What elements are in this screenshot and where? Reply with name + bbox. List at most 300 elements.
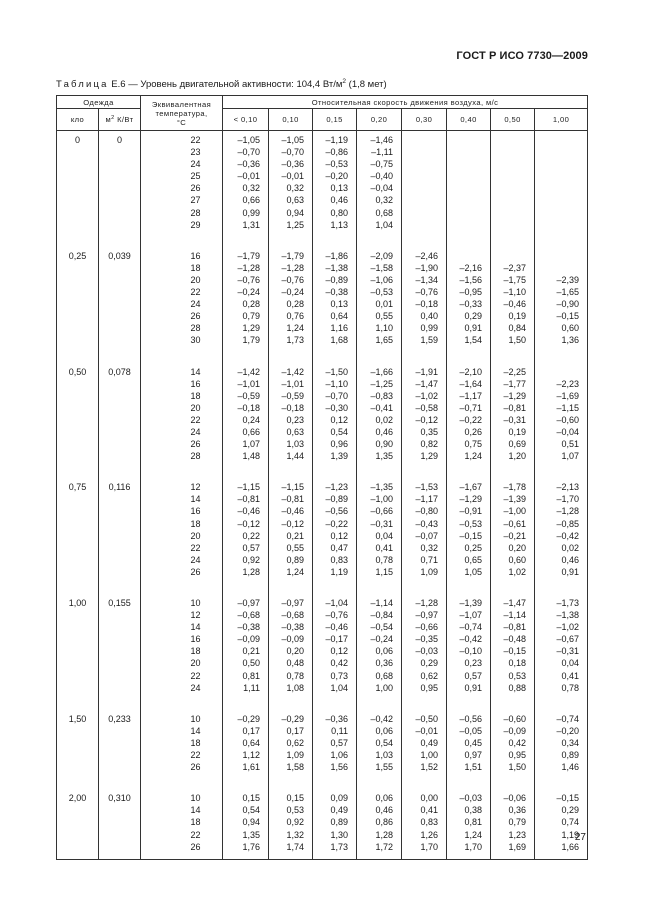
pmv-cell: [313, 481, 357, 578]
pmv-value: 1,28: [242, 566, 261, 577]
pmv-value: 1,54: [464, 335, 483, 346]
pmv-value: –1,35: [370, 482, 394, 493]
pmv-value: 0,32: [375, 195, 394, 206]
spacer-cell: [357, 462, 402, 481]
spacer-cell: [223, 773, 269, 792]
page-number: 27: [574, 832, 586, 843]
pmv-cell: [535, 597, 588, 694]
pmv-value: –1,02: [415, 390, 439, 401]
pmv-value: 0,17: [286, 725, 305, 736]
pmv-cell: [402, 481, 447, 578]
speed-column-header: 0,10: [269, 109, 313, 131]
pmv-value: –1,79: [281, 250, 305, 261]
pmv-value: 1,32: [286, 829, 305, 840]
pmv-value: –0,22: [325, 518, 349, 529]
pmv-value: 0,47: [330, 542, 349, 553]
pmv-value: 0,20: [286, 646, 305, 657]
pmv-value: –0,12: [415, 414, 439, 425]
temperature-value: 30: [190, 335, 201, 346]
pmv-value: –0,54: [370, 622, 394, 633]
pmv-value: 0,57: [242, 542, 261, 553]
pmv-value: [447, 207, 482, 219]
pmv-value: 0,94: [242, 817, 261, 828]
pmv-value: 0,25: [464, 542, 483, 553]
spacer-cell: [99, 462, 141, 481]
pmv-value: –0,53: [370, 287, 394, 298]
pmv-value: 0,50: [242, 658, 261, 669]
pmv-value: –0,66: [370, 506, 394, 517]
pmv-value: 0,46: [375, 426, 394, 437]
temperature-value: 29: [190, 219, 201, 230]
pmv-value: –0,36: [281, 159, 305, 170]
pmv-value: 1,50: [508, 762, 527, 773]
pmv-value: 0,89: [330, 817, 349, 828]
pmv-value: 0,60: [508, 554, 527, 565]
pmv-cell: [447, 366, 491, 463]
pmv-value: –0,01: [415, 725, 439, 736]
pmv-value: [402, 134, 438, 146]
clo-value: 0,75: [57, 481, 99, 578]
pmv-value: 0,71: [420, 554, 439, 565]
temperature-value: 26: [190, 841, 201, 852]
spacer-cell: [141, 462, 223, 481]
pmv-value: –0,17: [325, 634, 349, 645]
pmv-value: 0,41: [375, 542, 394, 553]
pmv-value: 0,49: [420, 737, 439, 748]
pmv-value: 0,62: [286, 737, 305, 748]
pmv-value: –1,46: [370, 135, 394, 145]
pmv-value: 0,23: [286, 414, 305, 425]
spacer-cell: [57, 578, 99, 597]
pmv-value: –0,35: [415, 634, 439, 645]
pmv-value: [402, 158, 438, 170]
pmv-value: 1,24: [464, 451, 483, 462]
pmv-value: 0,81: [242, 670, 261, 681]
spacer-cell: [223, 462, 269, 481]
pmv-cell: [402, 792, 447, 859]
pmv-value: 0,36: [375, 658, 394, 669]
temperature-value: 18: [190, 262, 201, 273]
pmv-value: 0,18: [508, 658, 527, 669]
spacer-cell: [57, 773, 99, 792]
pmv-value: –1,53: [415, 482, 439, 493]
pmv-cell: [447, 792, 491, 859]
pmv-value: 0,11: [331, 725, 349, 736]
spacer-cell: [357, 347, 402, 366]
clo-value: 2,00: [57, 792, 99, 859]
pmv-value: 0,92: [286, 817, 305, 828]
pmv-value: 0,02: [375, 414, 394, 425]
temperature-value: 10: [190, 713, 201, 724]
pmv-value: –0,09: [281, 634, 305, 645]
pmv-cell: [313, 597, 357, 694]
spacer-cell: [447, 694, 491, 713]
temperature-value: 18: [190, 518, 201, 529]
pmv-value: 0,89: [561, 750, 580, 761]
pmv-value: –0,12: [281, 518, 305, 529]
pmv-cell: [402, 250, 447, 347]
pmv-value: 0,28: [242, 299, 261, 310]
clothing-header: Одежда: [57, 96, 141, 109]
pmv-value: [491, 207, 526, 219]
pmv-cell: [313, 250, 357, 347]
pmv-value: 0,29: [420, 658, 439, 669]
pmv-value: –0,61: [503, 518, 527, 529]
pmv-value: –1,05: [237, 135, 261, 145]
pmv-value: –1,28: [556, 506, 580, 517]
pmv-value: –1,17: [415, 494, 439, 505]
pmv-value: –0,33: [459, 299, 483, 310]
pmv-cell: [357, 250, 402, 347]
pmv-value: –0,74: [556, 713, 580, 724]
pmv-value: 0,78: [561, 682, 580, 693]
pmv-value: –0,70: [237, 147, 261, 158]
pmv-value: 0,75: [464, 439, 483, 450]
pmv-cell: [269, 481, 313, 578]
m2kw-header: [99, 109, 141, 131]
pmv-value: –0,70: [325, 390, 349, 401]
spacer-cell: [447, 773, 491, 792]
pmv-value: [535, 158, 579, 170]
pmv-value: 1,58: [286, 762, 305, 773]
pmv-value: 0,91: [464, 682, 483, 693]
pmv-value: [447, 134, 482, 146]
pmv-value: –0,67: [556, 634, 580, 645]
pmv-value: 1,65: [375, 335, 394, 346]
temperature-cell: [141, 250, 223, 347]
pmv-value: 0,21: [286, 530, 305, 541]
pmv-value: 1,76: [242, 841, 261, 852]
pmv-value: [491, 182, 526, 194]
pmv-value: [535, 219, 579, 231]
pmv-value: 1,05: [464, 566, 483, 577]
pmv-value: –0,42: [556, 530, 580, 541]
pmv-value: [402, 170, 438, 182]
m2kw-prefix: м: [105, 115, 112, 124]
temperature-value: 22: [190, 542, 201, 553]
spacer-cell: [447, 231, 491, 250]
temp-header-line3: °C: [176, 117, 187, 127]
spacer-cell: [491, 694, 535, 713]
pmv-value: 0,83: [420, 817, 439, 828]
pmv-value: –1,67: [459, 482, 483, 493]
pmv-value: 1,56: [330, 762, 349, 773]
pmv-value: 0,88: [508, 682, 527, 693]
clo-value: 0,25: [57, 250, 99, 347]
pmv-value: –1,73: [556, 598, 580, 608]
temperature-value: 27: [190, 195, 201, 206]
temperature-value: 26: [190, 311, 201, 322]
pmv-value: –0,59: [281, 390, 305, 401]
pmv-value: 0,45: [464, 737, 483, 748]
pmv-value: 1,70: [420, 841, 439, 852]
clo-header: кло: [57, 109, 99, 131]
pmv-value: 0,29: [464, 311, 483, 322]
speed-column-header: 0,30: [402, 109, 447, 131]
pmv-value: –0,29: [281, 713, 305, 724]
pmv-value: 1,30: [330, 829, 349, 840]
pmv-value: 0,73: [330, 670, 349, 681]
spacer-cell: [269, 694, 313, 713]
spacer-cell: [402, 462, 447, 481]
pmv-value: –1,23: [325, 482, 349, 493]
pmv-cell: [491, 131, 535, 231]
spacer-cell: [535, 578, 588, 597]
pmv-value: 1,00: [375, 682, 394, 693]
spacer-cell: [313, 231, 357, 250]
spacer-cell: [99, 231, 141, 250]
pmv-value: –0,15: [556, 793, 580, 804]
pmv-value: 0,24: [242, 414, 261, 425]
temperature-value: 26: [190, 762, 201, 773]
pmv-value: –0,76: [237, 274, 261, 285]
spacer-cell: [269, 347, 313, 366]
pmv-value: –0,84: [370, 610, 394, 621]
pmv-value: 1,07: [561, 451, 580, 462]
pmv-value: –1,15: [556, 402, 580, 413]
pmv-cell: [535, 481, 588, 578]
pmv-value: –1,78: [503, 482, 527, 493]
pmv-value: 1,09: [286, 750, 305, 761]
pmv-value: –1,15: [237, 482, 261, 493]
pmv-value: –0,36: [237, 159, 261, 170]
spacer-cell: [313, 462, 357, 481]
pmv-value: –1,01: [237, 378, 261, 389]
m2kw-value: 0: [99, 131, 141, 231]
pmv-value: [447, 146, 482, 158]
pmv-value: –1,90: [415, 262, 439, 273]
spacer-cell: [269, 231, 313, 250]
pmv-value: [491, 194, 526, 206]
pmv-value: 0,28: [286, 299, 305, 310]
temperature-value: 14: [190, 805, 201, 816]
table-row: [57, 131, 588, 231]
pmv-value: 1,73: [330, 841, 349, 852]
pmv-value: –1,64: [459, 378, 483, 389]
pmv-cell: [357, 792, 402, 859]
spacer-cell: [269, 578, 313, 597]
pmv-value: 0,22: [242, 530, 261, 541]
temperature-value: 16: [190, 506, 201, 517]
pmv-value: –1,58: [370, 262, 394, 273]
pmv-value: 1,00: [420, 750, 439, 761]
pmv-cell: [535, 131, 588, 231]
pmv-value: –0,90: [556, 299, 580, 310]
pmv-value: –2,09: [370, 250, 394, 261]
pmv-value: –1,19: [325, 135, 349, 145]
pmv-value: 1,50: [508, 335, 527, 346]
pmv-value: 0,79: [242, 311, 261, 322]
temperature-value: 10: [190, 598, 201, 608]
pmv-cell: [535, 792, 588, 859]
pmv-value: 0,17: [242, 725, 261, 736]
pmv-value: –0,07: [415, 530, 439, 541]
pmv-value: –1,25: [370, 378, 394, 389]
pmv-value: 1,24: [286, 566, 305, 577]
pmv-value: –0,43: [415, 518, 439, 529]
pmv-value: –0,36: [325, 713, 349, 724]
pmv-value: [491, 134, 526, 146]
pmv-cell: [447, 713, 491, 773]
pmv-value: 0,12: [330, 414, 349, 425]
pmv-value: –2,37: [503, 262, 527, 273]
pmv-cell: [313, 713, 357, 773]
table-row: [57, 366, 588, 463]
pmv-value: 0,69: [508, 439, 527, 450]
pmv-value: 0,04: [561, 658, 580, 669]
pmv-value: 1,55: [375, 762, 394, 773]
pmv-value: 0,41: [561, 670, 580, 681]
pmv-value: –0,60: [503, 713, 527, 724]
pmv-value: –0,68: [281, 610, 305, 621]
pmv-value: –1,42: [281, 366, 305, 377]
pmv-value: 1,74: [286, 841, 305, 852]
pmv-value: 1,25: [286, 219, 305, 230]
pmv-value: 1,20: [508, 451, 527, 462]
pmv-value: –0,60: [556, 414, 580, 425]
temperature-value: 28: [190, 207, 201, 218]
pmv-value: –0,97: [237, 598, 261, 608]
pmv-cell: [357, 713, 402, 773]
pmv-value: 0,40: [420, 311, 439, 322]
pmv-value: 0,54: [330, 426, 349, 437]
pmv-value: 0,02: [561, 542, 580, 553]
pmv-value: 1,03: [286, 439, 305, 450]
pmv-value: –0,95: [459, 287, 483, 298]
pmv-value: 1,72: [375, 841, 394, 852]
pmv-value: 0,82: [420, 439, 439, 450]
pmv-value: 0,66: [242, 426, 261, 437]
pmv-value: [402, 182, 438, 194]
pmv-value: 0,78: [375, 554, 394, 565]
pmv-value: 1,31: [242, 219, 261, 230]
pmv-value: 1,15: [375, 566, 394, 577]
pmv-cell: [491, 713, 535, 773]
pmv-value: –0,85: [556, 518, 580, 529]
spacer-cell: [491, 462, 535, 481]
pmv-cell: [223, 250, 269, 347]
pmv-value: –1,01: [281, 378, 305, 389]
pmv-value: 0,53: [286, 805, 305, 816]
pmv-value: 0,63: [286, 426, 305, 437]
pmv-value: –0,15: [459, 530, 483, 541]
temperature-value: 18: [190, 817, 201, 828]
pmv-value: 0,60: [561, 323, 580, 334]
temperature-value: 12: [190, 610, 201, 621]
pmv-value: –1,28: [281, 262, 305, 273]
table-row: [57, 250, 588, 347]
pmv-value: 0,91: [464, 323, 483, 334]
pmv-value: –1,11: [371, 147, 394, 158]
pmv-value: 0,92: [242, 554, 261, 565]
temperature-cell: [141, 713, 223, 773]
pmv-value: [402, 146, 438, 158]
pmv-value: 0,29: [561, 805, 580, 816]
pmv-value: [491, 219, 526, 231]
pmv-value: 0,80: [330, 207, 349, 218]
pmv-cell: [223, 597, 269, 694]
spacer-cell: [447, 578, 491, 597]
temperature-value: 14: [190, 366, 201, 377]
spacer-cell: [491, 347, 535, 366]
pmv-value: –0,80: [415, 506, 439, 517]
spacer-cell: [491, 773, 535, 792]
pmv-cell: [402, 131, 447, 231]
pmv-value: 1,68: [330, 335, 349, 346]
spacer-cell: [269, 462, 313, 481]
pmv-value: 1,36: [561, 335, 580, 346]
spacer-cell: [313, 347, 357, 366]
pmv-cell: [357, 481, 402, 578]
pmv-value: –0,91: [459, 506, 483, 517]
pmv-value: –0,31: [503, 414, 527, 425]
pmv-value: [491, 250, 526, 262]
spacer-cell: [447, 462, 491, 481]
temperature-value: 24: [190, 159, 201, 170]
spacer-cell: [491, 578, 535, 597]
pmv-value: –0,20: [556, 725, 580, 736]
pmv-value: 1,12: [242, 750, 261, 761]
pmv-cell: [447, 250, 491, 347]
pmv-value: –0,56: [325, 506, 349, 517]
pmv-value: [402, 207, 438, 219]
caption-text: E.6 — Уровень двигательной активности: 104,4 Вт/м: [111, 79, 343, 90]
pmv-value: 1,08: [286, 682, 305, 693]
pmv-value: 0,86: [375, 817, 394, 828]
spacer-cell: [535, 231, 588, 250]
speed-column-header: < 0,10: [223, 109, 269, 131]
group-spacer: [57, 231, 588, 250]
pmv-value: 1,29: [420, 451, 439, 462]
pmv-value: 0,01: [375, 299, 394, 310]
pmv-value: –0,40: [370, 171, 394, 182]
temperature-value: 22: [190, 287, 201, 298]
table-row: [57, 713, 588, 773]
temperature-value: 20: [190, 274, 201, 285]
pmv-value: –0,03: [415, 646, 439, 657]
pmv-value: –0,68: [237, 610, 261, 621]
pmv-value: 0,96: [330, 439, 349, 450]
temperature-value: 25: [190, 171, 201, 182]
pmv-value: –1,05: [281, 135, 305, 145]
pmv-value: [535, 366, 579, 378]
data-table: [56, 95, 588, 860]
pmv-value: –1,42: [237, 366, 261, 377]
pmv-value: [447, 182, 482, 194]
temperature-value: 20: [190, 658, 201, 669]
pmv-value: 1,23: [508, 829, 527, 840]
pmv-value: 1,59: [420, 335, 439, 346]
pmv-value: –0,18: [415, 299, 439, 310]
pmv-value: –2,46: [415, 250, 439, 261]
pmv-cell: [223, 792, 269, 859]
pmv-value: –1,00: [503, 506, 527, 517]
pmv-cell: [491, 366, 535, 463]
temperature-value: 16: [190, 378, 201, 389]
pmv-value: 0,63: [286, 195, 305, 206]
pmv-value: 0,48: [286, 658, 305, 669]
pmv-value: 1,51: [464, 762, 483, 773]
pmv-cell: [402, 597, 447, 694]
pmv-cell: [269, 792, 313, 859]
pmv-value: 0,06: [375, 646, 394, 657]
pmv-value: –2,13: [556, 482, 580, 493]
pmv-value: 0,06: [375, 793, 394, 804]
spacer-cell: [491, 231, 535, 250]
pmv-cell: [447, 597, 491, 694]
pmv-cell: [313, 366, 357, 463]
spacer-cell: [141, 578, 223, 597]
